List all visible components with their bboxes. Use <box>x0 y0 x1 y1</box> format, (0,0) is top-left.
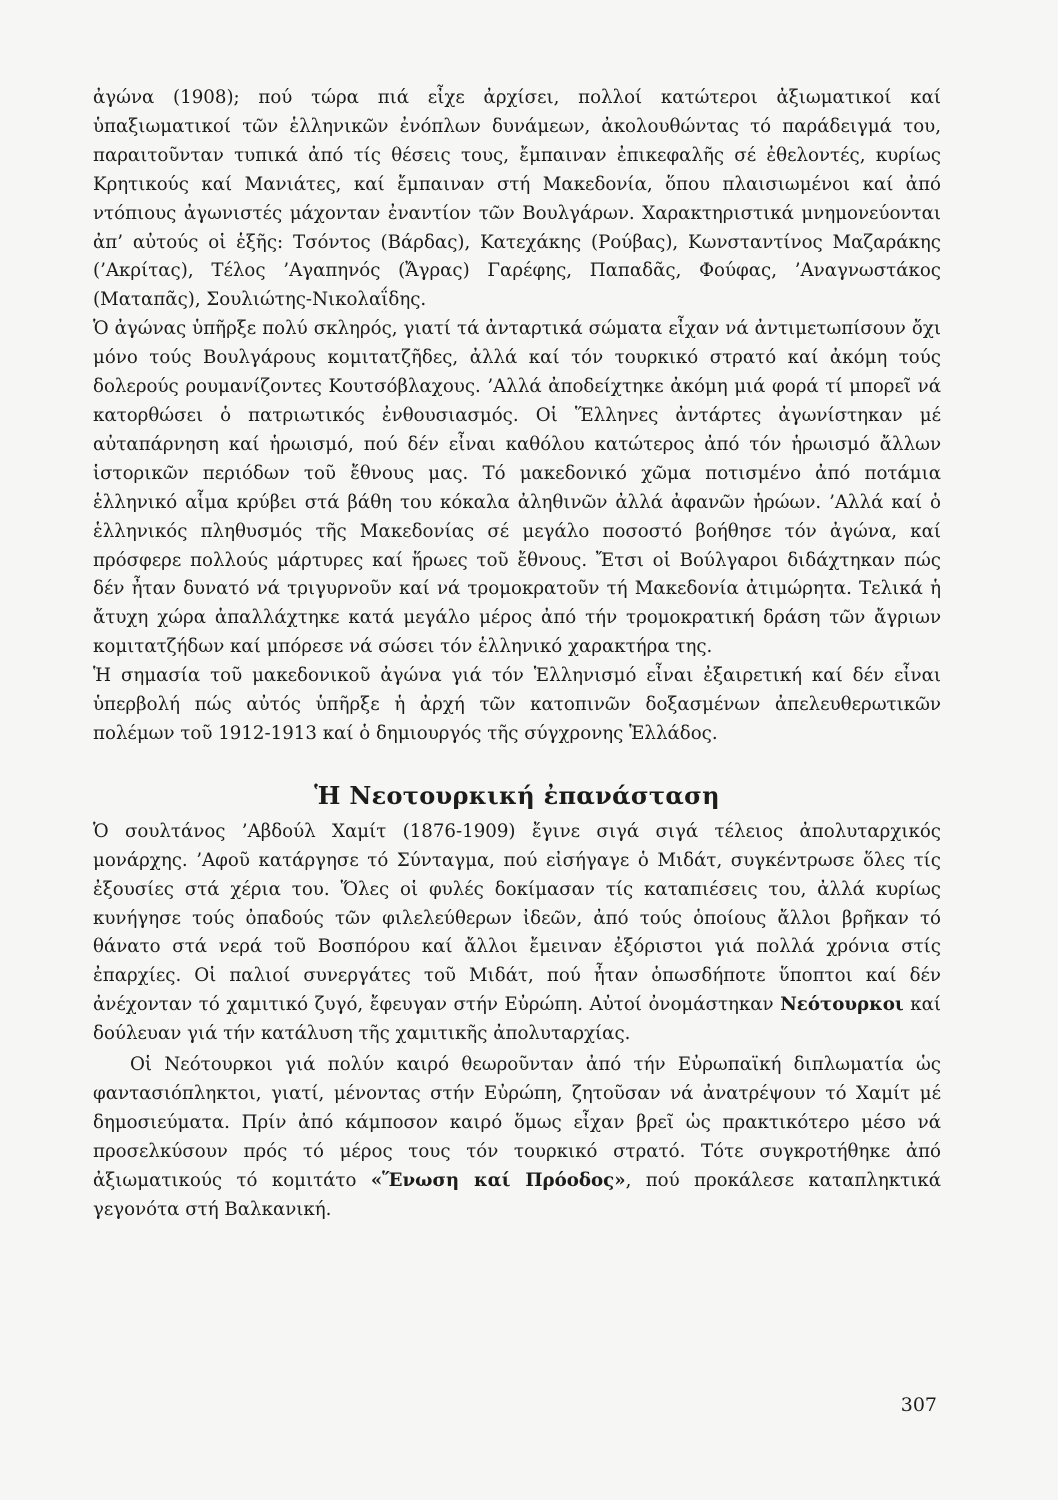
page-body <box>93 84 941 1225</box>
paragraph-1: ἀγώνα (1908); πού τώρα πιά εἶχε ἀρχίσει, πολλοί κατώτεροι ἀξιωματικοί καί ὑπαξιωματικοί τῶν ἑλληνικῶν ἐνόπλων δυνάμεων, ἀκολουθώντας τό παράδειγμά του, παραιτοῦνταν τυπικά ἀπό τίς θέσεις τους, ἔμπαιναν ἐπικεφαλῆς σέ ἐθελοντές, κυρίως Κρητικούς καί Μανιάτες, καί ἔμπαιναν στή Μακεδονία, ὅπου πλαισιωμένοι καί ἀπό ντόπιους ἀγωνιστές μάχονταν ἐναντίον τῶν Βουλγάρων. Χαρακτηριστικά μνημονεύονται ἀπ’ αὐτούς οἱ ἑξῆς: Τσόντος (Βάρδας), Κατεχάκης (Ρούβας), Κωνσταντίνος Μαζαράκης (’Ακρίτας), Τέλος ’Αγαπηνός (Ἄγρας) Γαρέφης, Παπαδᾶς, Φούφας, ’Αναγνωστάκος (Ματαπᾶς), Σουλιώτης-Νικολαΐδης. <box>93 87 941 311</box>
paragraph-youngturks-text: Οἱ Νεότουρκοι γιά πολύν καιρό θεωροῦνταν ἀπό τήν Εὐρωπαϊκή διπλωματία ὡς φαντασιόπληκτοι, γιατί, μένοντας στήν Εὐρώπη, ζητοῦσαν νά ἀνατρέψουν τό Χαμίτ μέ δημοσιεύματα. Πρίν ἀπό κάμποσον καιρό ὅμως εἶχαν βρεῖ ὡς πρακτικότερο μέσο νά προσελκύσουν πρός τό μέρος τους τόν τουρκικό στρατό. Τότε συγκροτήθηκε ἀπό ἀξιωματικούς τό κομιτάτο <box>93 1054 941 1191</box>
paragraph-2: Ὁ ἀγώνας ὑπῆρξε πολύ σκληρός, γιατί τά ἀνταρτικά σώματα εἶχαν νά ἀντιμετωπίσουν ὄχι μόνο τούς Βουλγάρους κομιτατζῆδες, ἀλλά καί τόν τουρκικό στρατό καί ἀκόμη τούς δολερούς ρουμανίζοντες Κουτσόβλαχους. ’Αλλά ἀποδείχτηκε ἀκόμη μιά φορά τί μπορεῖ νά κατορθώσει ὁ πατριωτικός ἐνθουσιασμός. Οἱ Ἕλληνες ἀντάρτες ἀγωνίστηκαν μέ αὐταπάρνηση καί ἡρωισμό, πού δέν εἶναι καθόλου κατώτερος ἀπό τόν ἡρωισμό ἄλλων ἱστορικῶν περιόδων τοῦ ἔθνους μας. Τό μακεδονικό χῶμα ποτισμένο ἀπό ποτάμια ἑλληνικό αἷμα κρύβει στά βάθη του κόκαλα ἀληθινῶν ἀλλά ἀφανῶν ἡρώων. ’Αλλά καί ὁ ἑλληνικός πληθυσμός τῆς Μακεδονίας σέ μεγάλο ποσοστό βοήθησε τόν ἀγώνα, καί πρόσφερε πολλούς μάρτυρες καί ἥρωες τοῦ ἔθνους. Ἔτσι οἱ Βούλγαροι διδάχτηκαν πώς δέν ἦταν δυνατό νά τριγυρνοῦν καί νά τρομοκρατοῦν τή Μακεδονία ἀτιμώρητα. Τελικά ἡ ἄτυχη χώρα ἀπαλλάχτηκε κατά μεγάλο μέρος ἀπό τήν τρομοκρατική δράση τῶν ἄγριων κομιτατζήδων καί μπόρεσε νά σώσει τόν ἑλληνικό χαρακτήρα της. <box>93 318 941 658</box>
paragraph-youngturks <box>93 1051 941 1224</box>
page-number: 307 <box>900 1394 937 1416</box>
section-title: Ἡ Νεοτουρκική ἐπανάσταση <box>314 780 720 810</box>
term-neotourkoi: Νεότουρκοι <box>780 994 904 1016</box>
paragraph-youngturks-text-end: , πού προκάλεσε καταπληκτικά γεγονότα στή Βαλκανική. <box>93 1169 941 1220</box>
term-committee: «Ἕνωση καί Πρόοδος» <box>370 1169 626 1191</box>
paragraph-sultan-text: Ὁ σουλτάνος ’Αβδούλ Χαμίτ (1876-1909) ἔγινε σιγά σιγά τέλειος ἀπολυταρχικός μονάρχης. ’Αφοῦ κατάργησε τό Σύνταγμα, πού εἰσήγαγε ὁ Μιδάτ, συγκέντρωσε ὅλες τίς ἐξουσίες στά χέρια του. Ὅλες οἱ φυλές δοκίμασαν τίς καταπιέσεις του, ἀλλά κυρίως κυνήγησε τούς ὀπαδούς τῶν φιλελεύθερων ἰδεῶν, ἀπό τούς ὁποίους ἄλλοι βρῆκαν τό θάνατο στά νερά τοῦ Βοσπόρου καί ἄλλοι ἔμειναν ἐξόριστοι γιά πολλά χρόνια στίς ἐπαρχίες. Οἱ παλιοί συνεργάτες τοῦ Μιδάτ, πού ἦταν ὁπωσδήποτε ὕποπτοι καί δέν ἀνέχονταν τό χαμιτικό ζυγό, ἔφευγαν στήν Εὐρώπη. Αὐτοί ὀνομάστηκαν <box>93 820 941 1016</box>
paragraph-3: Ἡ σημασία τοῦ μακεδονικοῦ ἀγώνα γιά τόν Ἑλληνισμό εἶναι ἐξαιρετική καί δέν εἶναι ὑπερβολή πώς αὐτός ὑπῆρξε ἡ ἀρχή τῶν κατοπινῶν δοξασμένων ἀπελευθερωτικῶν πολέμων τοῦ 1912-1913 καί ὁ δημιουργός τῆς σύγχρονης Ἑλλάδος. <box>93 665 941 744</box>
paragraph-sultan <box>93 818 941 1049</box>
paragraph-sultan-text-end: καί δούλευαν γιά τήν κατάλυση τῆς χαμιτικῆς ἀπολυταρχίας. <box>93 994 942 1045</box>
